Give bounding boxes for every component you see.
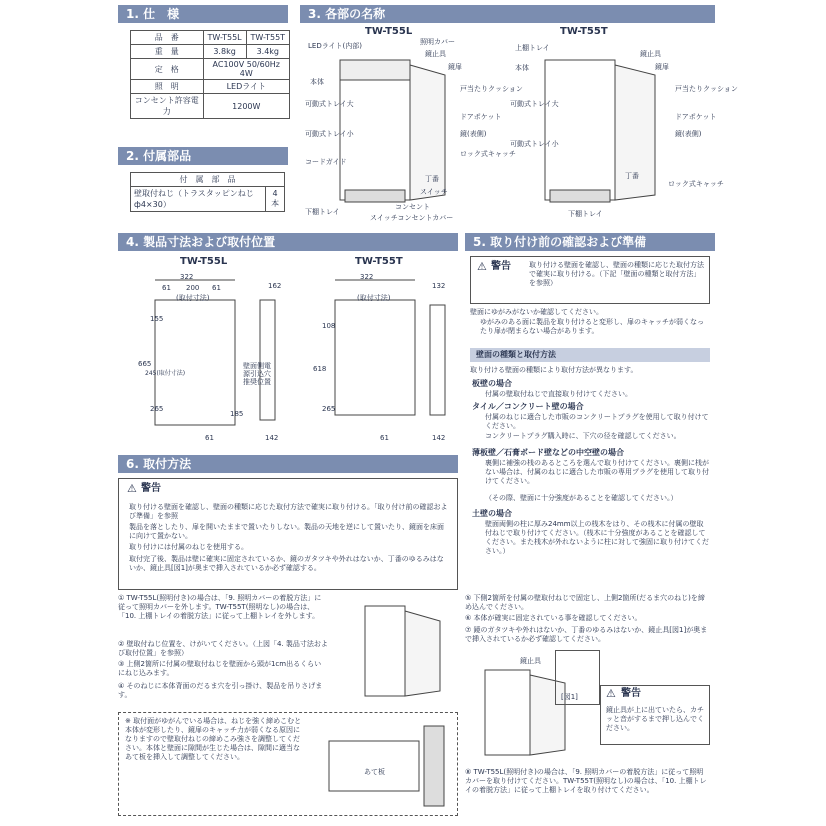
label-switch-cover: スイッチコンセントカバー <box>370 214 454 222</box>
dim-bottom-l: 61 <box>205 434 214 442</box>
label-t-body: 本体 <box>515 64 529 72</box>
prep-subheader: 壁面の種類と取付方法 <box>470 348 710 362</box>
dim-base-l: 142 <box>265 434 279 442</box>
prep-warning-box <box>470 256 710 304</box>
wall-type-2-text2: コンクリートプラグ購入時に、下穴の径を確認してください。 <box>485 432 681 440</box>
label-lower-tray: 下棚トレイ <box>305 208 340 216</box>
install-step-3: ③ 上側2箇所に付属の壁取付ねじを壁面から頭が1cm出るくらいにねじ込みます。 <box>118 660 322 677</box>
table-row: 定 格 AC100V 50/60Hz 4W <box>131 59 290 80</box>
install-warning-box <box>118 478 458 590</box>
dims-model-t: TW-T55T <box>355 256 403 267</box>
dim-depth-t: 132 <box>432 282 446 290</box>
install-step-2: ② 壁取付ねじ位置を、けがいてください。（上図「4. 製品寸法および取付位置」を参照） <box>118 640 328 657</box>
warning-icon: ⚠ <box>606 687 616 700</box>
install-note-box <box>118 712 458 816</box>
fig1-box <box>555 650 600 705</box>
dim-mount-t: (取付寸法) <box>357 294 391 302</box>
section-4-header: 4. 製品寸法および取付位置 <box>118 233 458 251</box>
section-3-header: 3. 各部の名称 <box>300 5 715 23</box>
install-warn-title: 警告 <box>141 483 161 494</box>
section-5-header: 5. 取り付け前の確認および準備 <box>465 233 715 251</box>
parts-item: 壁取付ねじ（トラスタッピンねじ ф4×30） <box>131 187 266 212</box>
prep-bullet-1: 壁面にゆがみがないか確認してください。 <box>470 308 603 316</box>
dim-w3: 61 <box>212 284 221 292</box>
install-warn-item: 取付完了後、製品は壁に確実に固定されているか、鏡のガタツキや外れはないか、丁番のゆるみはないか、鏡止具[図1]が奥まで挿入されているか必ず確認する。 <box>129 555 444 572</box>
dim-height-t: 618 <box>313 365 327 373</box>
install-step-8: ⑧ TW-T55L(照明付き)の場合は、「9. 照明カバーの着脱方法」に従って照明カバーを取り付けてください。TW-T55T(照明なし)の場合は、「10. 上棚トレイの着脱方法」に従って上棚トレイを取り付けてください。 <box>465 768 707 794</box>
wall-type-4: 土壁の場合 <box>472 509 512 518</box>
install-note: ※ 取付面がゆがんでいる場合は、ねじを強く締めこむと本体が変形したり、鏡扉のキャッチ力が弱くなる原因になりますので壁取付ねじの締めこみ強さを調整してください。本体と壁面に隙間が生じた場合は、隙間に適当なあて板を挿入して調整してください。 <box>125 717 302 761</box>
install-step-5: ⑤ 下側2箇所を付属の壁取付ねじで固定し、上側2箇所(だるま穴のねじ)を締め込んでください。 <box>465 594 705 611</box>
parts-qty: 4本 <box>266 187 285 212</box>
label-tray-large: 可動式トレイ大 <box>305 100 354 108</box>
install-step-7: ⑦ 鏡のガタツキや外れはないか、丁番のゆるみはないか、鏡止具[図1]が奥まで挿入されているか必ず確認してください。 <box>465 626 708 643</box>
label-hinge: 丁番 <box>425 175 439 183</box>
table-row: 重 量 3.8kg 3.4kg <box>131 45 290 59</box>
wall-type-3: 薄板壁／石膏ボード壁などの中空壁の場合 <box>472 448 624 457</box>
install-figure-1 <box>335 596 460 706</box>
dim-depth-l: 162 <box>268 282 282 290</box>
warning-icon: ⚠ <box>127 482 137 495</box>
dim-bottom-t: 61 <box>380 434 389 442</box>
table-row: 品 番 TW-T55L TW-T55T <box>131 31 290 45</box>
dim-width: 322 <box>180 273 194 281</box>
shim-figure <box>319 721 449 811</box>
label-door-pocket: ドアポケット <box>460 113 502 121</box>
warning-icon: ⚠ <box>477 260 487 273</box>
dim-mid-l: 245(取付寸法) <box>145 370 186 377</box>
dim-base-t: 142 <box>432 434 446 442</box>
dim-power-note: 壁面側電源引込穴推奨位置 <box>243 362 271 386</box>
names-model-l: TW-T55L <box>365 26 413 37</box>
table-row: 照 明 LEDライト <box>131 80 290 94</box>
label-cord-guide: コードガイド <box>305 158 347 166</box>
dim-bot-l: 265 <box>150 405 164 413</box>
label-t-door-pocket: ドアポケット <box>675 113 717 121</box>
table-row: コンセント許容電力 1200W <box>131 94 290 119</box>
wall-type-1-text: 付属の壁取付ねじで直接取り付けてください。 <box>485 390 632 398</box>
parts-table <box>130 172 285 212</box>
wall-type-4-text: 壁面両側の柱に厚み24mm以上の桟木をはり、その桟木に付属の壁取付ねじで取り付けてください。（桟木に十分強度があることを確認してください。また桟木が外れないように柱に対して強固に取り付けてください。） <box>485 520 709 555</box>
label-body: 本体 <box>310 78 324 86</box>
install-step-1: ① TW-T55L(照明付き)の場合は、「9. 照明カバーの着脱方法」に従って照明カバーを外します。TW-T55T(照明なし)の場合は、「10. 上棚トレイの着脱方法」に従って上棚トレイを外します。 <box>118 594 322 620</box>
dim-w1: 61 <box>162 284 171 292</box>
section-6-header: 6. 取付方法 <box>118 455 458 473</box>
label-mirror-stop: 鏡止具 <box>425 50 446 58</box>
label-t-mirror-door: 鏡扉 <box>655 63 669 71</box>
prep-bullet-1b: ゆがみのある面に製品を取り付けると変形し、扉のキャッチが弱くなったり扉が閉まらない場合があります。 <box>480 318 704 335</box>
wall-type-2-text: 付属のねじに適合した市販のコンクリートプラグを使用して取り付けてください。 <box>485 413 709 430</box>
wall-type-2: タイル／コンクリート壁の場合 <box>472 402 584 411</box>
label-t-catch: ロック式キャッチ <box>668 180 724 188</box>
dims-l-drawing <box>130 270 290 450</box>
names-model-t: TW-T55T <box>560 26 608 37</box>
label-tray-small: 可動式トレイ小 <box>305 130 354 138</box>
dims-model-l: TW-T55L <box>180 256 228 267</box>
install-warn2-title: 警告 <box>621 688 641 699</box>
label-t-mirror-front: 鏡(表側) <box>675 130 702 138</box>
wall-type-3-text2: （その際、壁面に十分強度があることを確認してください。） <box>485 494 678 502</box>
prep-intro: 取り付ける壁面の種類により取付方法が異なります。 <box>470 366 638 374</box>
dim-top-l: 155 <box>150 315 164 323</box>
spec-table <box>130 30 290 119</box>
fig1-label: [図1] <box>561 693 578 701</box>
install-warn-item: 取り付けには付属のねじを使用する。 <box>129 543 248 551</box>
label-t-lower-tray: 下棚トレイ <box>568 210 603 218</box>
mirror-stop-label: 鏡止具 <box>520 657 541 665</box>
install-step-6: ⑥ 本体が確実に固定されている事を確認してください。 <box>465 614 642 622</box>
install-warn2-text: 鏡止具が上に出ていたら、カチッと音がするまで押し込んでください。 <box>606 706 704 732</box>
prep-warn-title: 警告 <box>491 261 511 272</box>
label-cushion: 戸当たりクッション <box>460 85 523 93</box>
dim-width-t: 322 <box>360 273 374 281</box>
label-t-hinge: 丁番 <box>625 172 639 180</box>
label-mirror-front: 鏡(表側) <box>460 130 487 138</box>
label-switch: スイッチ <box>420 188 448 196</box>
dim-mount: (取付寸法) <box>176 294 210 302</box>
install-warn-item: 製品を落としたり、扉を開いたままで置いたりしない。製品の天地を逆にして置いたり、鏡面を床面に向けて置かない。 <box>129 523 444 540</box>
cabinet-t-illustration <box>540 40 670 225</box>
label-led: LEDライト(内部) <box>308 42 362 50</box>
label-catch: ロック式キャッチ <box>460 150 516 158</box>
wall-type-3-text: 裏側に補強の桟のあるところを選んで取り付けてください。裏側に桟がない場合は、付属のねじに適合した市販の専用プラグを使用して取り付けてください。 <box>485 459 709 485</box>
parts-header: 付 属 部 品 <box>131 173 285 187</box>
label-outlet: コンセント <box>395 203 430 211</box>
label-t-mirror-stop: 鏡止具 <box>640 50 661 58</box>
install-step-4: ④ そのねじに本体背面のだるま穴を引っ掛け、製品を吊りさげます。 <box>118 682 323 699</box>
dim-w2: 200 <box>186 284 200 292</box>
label-t-upper-tray: 上棚トレイ <box>515 44 550 52</box>
section-2-header: 2. 付属部品 <box>118 147 288 165</box>
label-t-tray-large: 可動式トレイ大 <box>510 100 559 108</box>
dim-top-t: 108 <box>322 322 336 330</box>
section-1-header: 1. 仕 様 <box>118 5 288 23</box>
wall-type-1: 板壁の場合 <box>472 379 512 388</box>
install-warning2-box <box>600 685 710 745</box>
label-light-cover: 照明カバー <box>420 38 455 46</box>
label-t-cushion: 戸当たりクッション <box>675 85 738 93</box>
label-t-tray-small: 可動式トレイ小 <box>510 140 559 148</box>
dim-height-l: 665 <box>138 360 152 368</box>
prep-warn-text: 取り付ける壁面を確認し、壁面の種類に応じた取付方法で確実に取り付ける。（下記「壁面の種類と取付方法」を参照） <box>529 261 704 287</box>
label-mirror-door: 鏡扉 <box>448 63 462 71</box>
install-warn-item: 取り付ける壁面を確認し、壁面の種類に応じた取付方法で確実に取り付ける。「取り付け前の確認および準備」を参照 <box>129 503 448 520</box>
dim-bot-t: 265 <box>322 405 336 413</box>
shim-label: あて板 <box>364 768 385 776</box>
dim-185: 185 <box>230 410 244 418</box>
